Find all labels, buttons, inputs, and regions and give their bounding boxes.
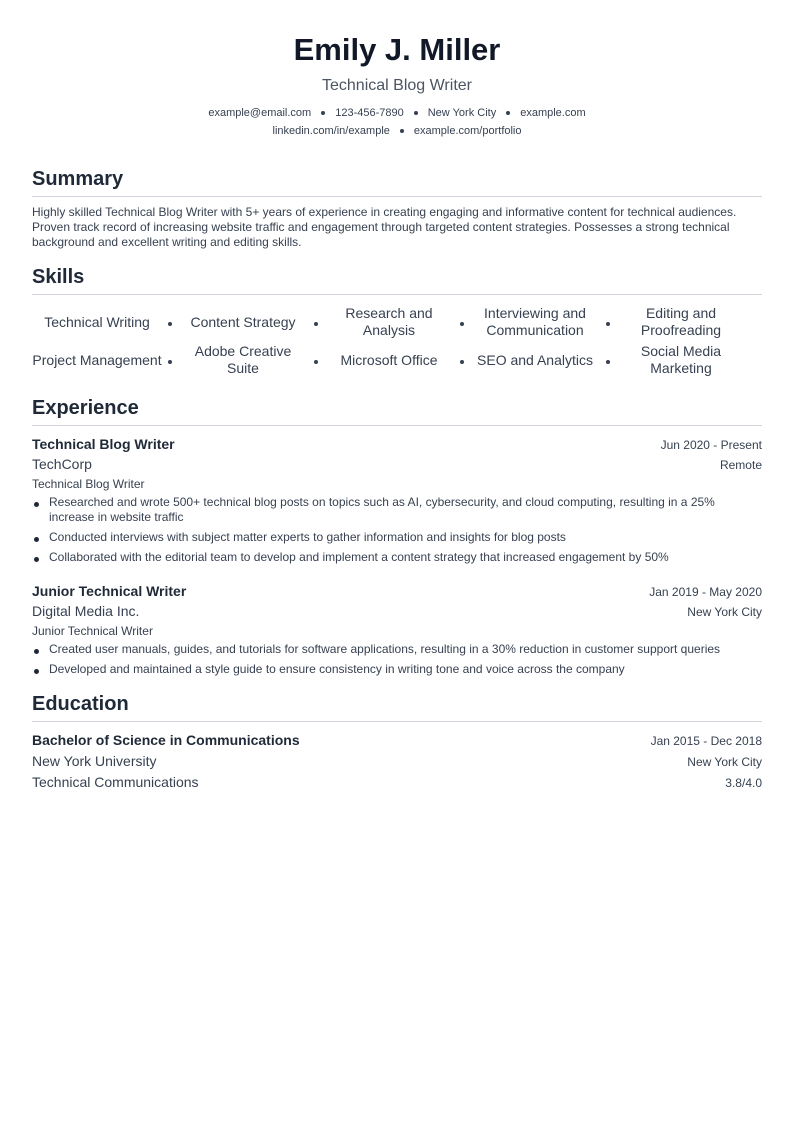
separator-dot-icon bbox=[162, 318, 178, 326]
skill-item: Social Media Marketing bbox=[640, 343, 722, 376]
job-entry bbox=[32, 434, 762, 565]
contact-line-1 bbox=[32, 104, 762, 122]
location-text: New York City bbox=[427, 107, 497, 119]
bullet-text: Developed and maintained a style guide to ensure consistency in writing tone and voice across the company bbox=[49, 662, 625, 676]
separator-dot-icon bbox=[454, 318, 470, 326]
experience-section bbox=[32, 395, 762, 677]
degree: Bachelor of Science in Communications bbox=[32, 732, 300, 748]
linkedin-link[interactable]: linkedin.com/in/example bbox=[272, 125, 390, 137]
portfolio-link[interactable]: example.com/portfolio bbox=[413, 125, 522, 137]
job-company: Digital Media Inc. bbox=[32, 603, 140, 619]
education-dates: Jan 2015 - Dec 2018 bbox=[650, 734, 762, 748]
contact-line-2 bbox=[32, 122, 762, 140]
job-title-row bbox=[32, 581, 762, 601]
list-item bbox=[32, 550, 762, 565]
job-entry bbox=[32, 581, 762, 677]
skills-section bbox=[32, 264, 762, 379]
website-link[interactable]: example.com bbox=[520, 107, 586, 119]
bullet-icon bbox=[34, 502, 39, 507]
skills-grid bbox=[32, 303, 762, 379]
separator-dot-icon bbox=[308, 318, 324, 326]
separator-dot-icon bbox=[308, 356, 324, 364]
candidate-name: Emily J. Miller bbox=[293, 32, 501, 67]
gpa: 3.8/4.0 bbox=[725, 776, 762, 790]
bullet-icon bbox=[34, 669, 39, 674]
job-location: Remote bbox=[719, 458, 762, 472]
resume-header bbox=[32, 0, 762, 140]
skills-heading: Skills bbox=[32, 264, 762, 295]
job-title-row bbox=[32, 434, 762, 454]
job-role: Junior Technical Writer bbox=[32, 624, 153, 638]
job-location: New York City bbox=[687, 605, 762, 619]
skill-item: Editing and Proofreading bbox=[640, 305, 722, 338]
education-heading: Education bbox=[32, 691, 762, 722]
separator-dot-icon bbox=[162, 356, 178, 364]
separator-dot-icon bbox=[506, 111, 510, 115]
summary-heading: Summary bbox=[32, 166, 762, 197]
degree-row bbox=[32, 730, 762, 751]
phone-text: 123-456-7890 bbox=[335, 107, 404, 119]
job-dates: Jan 2019 - May 2020 bbox=[649, 585, 762, 599]
field-row bbox=[32, 772, 762, 793]
school: New York University bbox=[32, 753, 157, 769]
education-section bbox=[32, 691, 762, 793]
separator-dot-icon bbox=[400, 129, 404, 133]
job-title: Junior Technical Writer bbox=[32, 583, 187, 599]
list-item bbox=[32, 495, 762, 525]
job-company: TechCorp bbox=[32, 456, 92, 472]
education-entry bbox=[32, 730, 762, 793]
job-company-row bbox=[32, 454, 762, 475]
separator-dot-icon bbox=[454, 356, 470, 364]
job-title: Technical Blog Writer bbox=[32, 436, 175, 452]
job-bullets bbox=[32, 495, 762, 565]
list-item bbox=[32, 530, 762, 545]
skills-row bbox=[32, 303, 762, 341]
skill-item: Content Strategy bbox=[190, 313, 296, 330]
skill-item: SEO and Analytics bbox=[477, 351, 593, 368]
bullet-icon bbox=[34, 649, 39, 654]
bullet-text: Conducted interviews with subject matter experts to gather information and insights for blog posts bbox=[49, 530, 566, 544]
separator-dot-icon bbox=[414, 111, 418, 115]
email-link[interactable]: example@email.com bbox=[208, 107, 312, 119]
bullet-text: Collaborated with the editorial team to develop and implement a content strategy that increased engagement by 50% bbox=[49, 550, 669, 564]
experience-heading: Experience bbox=[32, 395, 762, 426]
skill-item: Adobe Creative Suite bbox=[194, 343, 292, 376]
field-of-study: Technical Communications bbox=[32, 774, 199, 790]
summary-section bbox=[32, 166, 762, 250]
skill-item: Project Management bbox=[32, 351, 162, 368]
bullet-icon bbox=[34, 557, 39, 562]
summary-text: Highly skilled Technical Blog Writer with 5+ years of experience in creating engaging and informative content for technical audiences. Proven track record of increasing website traffic and engagement through targeted content strategies. Possesses a strong technical background and excellent writing and editing skills. bbox=[32, 205, 737, 249]
separator-dot-icon bbox=[600, 356, 616, 364]
list-item bbox=[32, 642, 762, 657]
job-role: Technical Blog Writer bbox=[32, 477, 145, 491]
skill-item: Interviewing and Communication bbox=[484, 305, 586, 338]
skill-item: Research and Analysis bbox=[345, 305, 433, 338]
school-row bbox=[32, 751, 762, 772]
job-bullets bbox=[32, 642, 762, 677]
bullet-text: Created user manuals, guides, and tutorials for software applications, resulting in a 30% reduction in customer support queries bbox=[49, 642, 721, 656]
education-location: New York City bbox=[687, 755, 762, 769]
skill-item: Technical Writing bbox=[44, 313, 150, 330]
list-item bbox=[32, 662, 762, 677]
job-company-row bbox=[32, 601, 762, 622]
separator-dot-icon bbox=[600, 318, 616, 326]
bullet-text: Researched and wrote 500+ technical blog posts on topics such as AI, cybersecurity, and cloud computing, resulting in a 25% increase in website traffic bbox=[49, 495, 715, 524]
skill-item: Microsoft Office bbox=[340, 351, 438, 368]
bullet-icon bbox=[34, 537, 39, 542]
separator-dot-icon bbox=[321, 111, 325, 115]
skills-row bbox=[32, 341, 762, 379]
candidate-title: Technical Blog Writer bbox=[322, 77, 472, 94]
job-dates: Jun 2020 - Present bbox=[660, 438, 762, 452]
